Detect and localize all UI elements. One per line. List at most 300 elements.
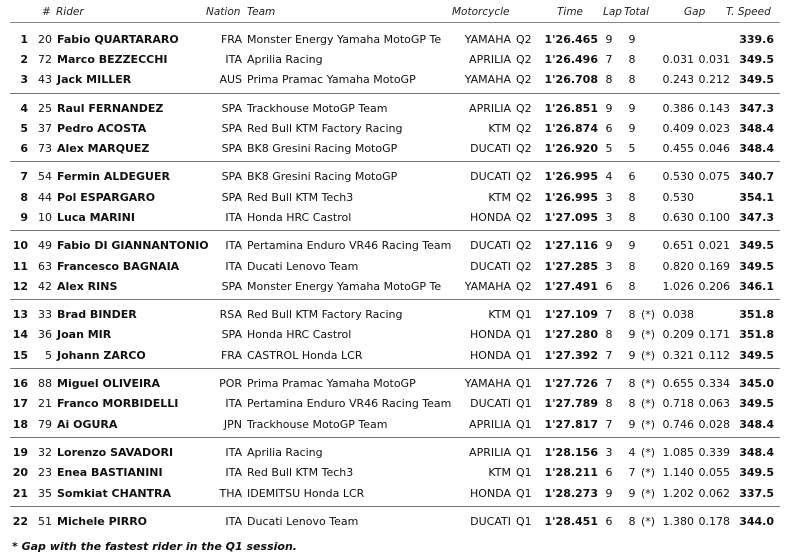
cell-session: Q2 [516,102,532,115]
cell-gap1: 1.085 [662,446,694,459]
table-header [0,6,800,22]
cell-time: 1'27.280 [544,328,598,341]
header-team: Team [247,6,276,18]
group-divider [10,437,780,438]
cell-nation: ITA [225,397,242,410]
cell-nation: ITA [225,515,242,528]
cell-gap1: 0.630 [662,211,694,224]
cell-total: 8 [628,73,636,86]
table-row [0,119,800,138]
cell-num: 63 [38,260,52,273]
cell-star: (*) [641,308,656,321]
table-row [0,99,800,118]
cell-speed: 349.5 [739,260,774,273]
cell-moto: YAMAHA [464,73,511,86]
cell-nation: ITA [225,260,242,273]
cell-gap1: 0.455 [662,142,694,155]
cell-team: BK8 Gresini Racing MotoGP [247,170,398,183]
cell-lap: 6 [605,280,613,293]
table-row [0,325,800,344]
cell-pos: 8 [20,191,28,204]
cell-nation: JPN [223,418,242,431]
cell-lap: 8 [605,73,613,86]
cell-total: 7 [628,466,636,479]
table-row [0,443,800,462]
cell-team: Honda HRC Castrol [247,328,352,341]
cell-moto: KTM [488,191,511,204]
cell-gap2: 0.143 [698,102,730,115]
cell-nation: THA [219,487,242,500]
cell-nation: ITA [225,446,242,459]
cell-total: 9 [628,349,636,362]
cell-time: 1'27.491 [544,280,598,293]
cell-gap2: 0.031 [698,53,730,66]
cell-total: 9 [628,239,636,252]
cell-gap1: 0.718 [662,397,694,410]
cell-speed: 339.6 [739,33,774,46]
cell-moto: HONDA [470,328,511,341]
table-row [0,167,800,186]
cell-total: 9 [628,102,636,115]
cell-gap2: 0.334 [698,377,730,390]
cell-star: (*) [641,397,656,410]
cell-nation: FRA [220,349,242,362]
cell-num: 36 [38,328,52,341]
cell-time: 1'28.273 [544,487,598,500]
cell-total: 8 [628,308,636,321]
cell-session: Q1 [516,487,532,500]
cell-lap: 3 [605,191,613,204]
table-row [0,512,800,531]
cell-speed: 348.4 [739,122,774,135]
cell-pos: 4 [20,102,28,115]
cell-moto: YAMAHA [464,280,511,293]
cell-moto: YAMAHA [464,377,511,390]
cell-speed: 348.4 [739,418,774,431]
cell-total: 9 [628,122,636,135]
cell-nation: ITA [225,466,242,479]
cell-gap2: 0.023 [698,122,730,135]
table-row [0,305,800,324]
cell-num: 44 [38,191,52,204]
header-nation: Nation [206,6,241,18]
table-row [0,394,800,413]
cell-pos: 21 [12,487,28,500]
group-divider [10,368,780,369]
table-row [0,70,800,89]
group-divider [10,93,780,94]
cell-team: Red Bull KTM Tech3 [247,466,354,479]
cell-team: Monster Energy Yamaha MotoGP Te [247,33,442,46]
cell-pos: 12 [12,280,28,293]
cell-total: 8 [628,515,636,528]
cell-rider: Lorenzo SAVADORI [57,446,174,459]
cell-gap1: 0.651 [662,239,694,252]
cell-rider: Alex RINS [57,280,118,293]
group-divider [10,161,780,162]
cell-total: 9 [628,33,636,46]
cell-moto: KTM [488,122,511,135]
header-rider: Rider [56,6,84,18]
cell-time: 1'27.726 [544,377,598,390]
cell-gap2: 0.112 [698,349,730,362]
cell-rider: Francesco BAGNAIA [57,260,180,273]
cell-rider: Miguel OLIVEIRA [57,377,161,390]
cell-moto: APRILIA [469,102,511,115]
cell-time: 1'27.095 [544,211,598,224]
cell-time: 1'27.789 [544,397,598,410]
cell-gap2: 0.075 [698,170,730,183]
cell-lap: 3 [605,446,613,459]
cell-moto: HONDA [470,211,511,224]
cell-gap2: 0.100 [698,211,730,224]
cell-num: 51 [38,515,52,528]
cell-pos: 20 [12,466,28,479]
cell-lap: 9 [605,239,613,252]
header-motorcycle: Motorcycle [452,6,510,18]
cell-pos: 11 [12,260,28,273]
cell-session: Q2 [516,191,532,204]
table-row [0,484,800,503]
cell-session: Q2 [516,280,532,293]
cell-moto: KTM [488,466,511,479]
cell-num: 32 [38,446,52,459]
cell-session: Q1 [516,377,532,390]
cell-pos: 7 [20,170,28,183]
cell-nation: ITA [225,53,242,66]
cell-session: Q2 [516,53,532,66]
cell-session: Q2 [516,122,532,135]
cell-gap1: 0.386 [662,102,694,115]
cell-num: 20 [38,33,52,46]
cell-lap: 7 [605,377,613,390]
cell-gap1: 0.409 [662,122,694,135]
cell-gap1: 0.031 [662,53,694,66]
cell-rider: Luca MARINI [57,211,135,224]
table-row [0,50,800,69]
cell-gap1: 0.209 [662,328,694,341]
cell-total: 4 [628,446,636,459]
cell-team: Honda HRC Castrol [247,211,352,224]
group-divider [10,230,780,231]
cell-session: Q1 [516,328,532,341]
cell-lap: 6 [605,122,613,135]
cell-star: (*) [641,466,656,479]
cell-team: Aprilia Racing [247,446,323,459]
cell-team: Monster Energy Yamaha MotoGP Te [247,280,442,293]
cell-pos: 15 [12,349,28,362]
table-row [0,415,800,434]
cell-rider: Raul FERNANDEZ [57,102,164,115]
cell-speed: 344.0 [739,515,774,528]
cell-time: 1'28.451 [544,515,598,528]
cell-star: (*) [641,328,656,341]
cell-speed: 347.3 [739,102,774,115]
cell-time: 1'26.920 [544,142,598,155]
cell-time: 1'27.817 [544,418,598,431]
table-row [0,346,800,365]
cell-star: (*) [641,446,656,459]
cell-gap2: 0.028 [698,418,730,431]
header-divider [10,22,780,23]
cell-num: 88 [38,377,52,390]
cell-nation: SPA [221,280,242,293]
cell-gap2: 0.178 [698,515,730,528]
cell-speed: 354.1 [739,191,774,204]
cell-total: 9 [628,487,636,500]
cell-rider: Pol ESPARGARO [57,191,156,204]
cell-session: Q2 [516,142,532,155]
cell-nation: RSA [219,308,242,321]
cell-lap: 8 [605,397,613,410]
cell-nation: AUS [219,73,242,86]
cell-num: 35 [38,487,52,500]
cell-total: 8 [628,377,636,390]
cell-num: 54 [38,170,52,183]
cell-time: 1'26.995 [544,170,598,183]
table-row [0,30,800,49]
cell-star: (*) [641,515,656,528]
cell-lap: 7 [605,53,613,66]
cell-lap: 5 [605,142,613,155]
cell-time: 1'26.995 [544,191,598,204]
cell-team: CASTROL Honda LCR [247,349,363,362]
cell-num: 23 [38,466,52,479]
cell-team: Ducati Lenovo Team [247,260,359,273]
table-row [0,188,800,207]
group-divider [10,299,780,300]
cell-rider: Fabio DI GIANNANTONIO [57,239,209,252]
cell-star: (*) [641,487,656,500]
cell-time: 1'27.392 [544,349,598,362]
cell-total: 8 [628,280,636,293]
cell-time: 1'26.496 [544,53,598,66]
cell-rider: Michele PIRRO [57,515,148,528]
cell-speed: 345.0 [739,377,774,390]
cell-moto: APRILIA [469,418,511,431]
cell-pos: 22 [12,515,28,528]
cell-gap1: 0.243 [662,73,694,86]
cell-team: Prima Pramac Yamaha MotoGP [247,377,416,390]
table-row [0,208,800,227]
cell-num: 5 [45,349,52,362]
cell-gap1: 0.746 [662,418,694,431]
cell-lap: 7 [605,418,613,431]
cell-total: 9 [628,328,636,341]
cell-nation: SPA [221,328,242,341]
cell-session: Q1 [516,308,532,321]
cell-gap1: 0.321 [662,349,694,362]
cell-speed: 349.5 [739,239,774,252]
cell-num: 43 [38,73,52,86]
cell-gap2: 0.169 [698,260,730,273]
cell-moto: YAMAHA [464,33,511,46]
cell-total: 8 [628,211,636,224]
cell-session: Q2 [516,239,532,252]
cell-team: Pertamina Enduro VR46 Racing Team [247,239,452,252]
cell-speed: 351.8 [739,328,774,341]
cell-time: 1'26.465 [544,33,598,46]
cell-nation: ITA [225,239,242,252]
cell-star: (*) [641,377,656,390]
cell-pos: 5 [20,122,28,135]
cell-pos: 17 [12,397,28,410]
cell-time: 1'27.109 [544,308,598,321]
table-row [0,236,800,255]
table-row [0,277,800,296]
cell-gap1: 0.038 [662,308,694,321]
cell-pos: 3 [20,73,28,86]
cell-speed: 349.5 [739,349,774,362]
cell-pos: 9 [20,211,28,224]
cell-speed: 351.8 [739,308,774,321]
cell-gap2: 0.062 [698,487,730,500]
cell-lap: 3 [605,211,613,224]
cell-nation: SPA [221,170,242,183]
cell-total: 8 [628,191,636,204]
cell-time: 1'27.116 [544,239,598,252]
cell-moto: DUCATI [470,142,511,155]
cell-nation: SPA [221,122,242,135]
cell-total: 8 [628,53,636,66]
cell-speed: 349.5 [739,73,774,86]
cell-gap1: 1.202 [662,487,694,500]
cell-pos: 14 [12,328,28,341]
cell-num: 10 [38,211,52,224]
cell-session: Q1 [516,418,532,431]
cell-gap1: 0.530 [662,191,694,204]
table-row [0,463,800,482]
cell-moto: DUCATI [470,239,511,252]
cell-speed: 348.4 [739,446,774,459]
cell-nation: POR [219,377,242,390]
cell-team: Aprilia Racing [247,53,323,66]
cell-star: (*) [641,349,656,362]
table-row [0,139,800,158]
header-time: Time [557,6,584,18]
cell-rider: Joan MIR [57,328,112,341]
cell-moto: DUCATI [470,397,511,410]
cell-rider: Brad BINDER [57,308,137,321]
cell-moto: DUCATI [470,170,511,183]
cell-time: 1'27.285 [544,260,598,273]
cell-speed: 347.3 [739,211,774,224]
table-row [0,257,800,276]
cell-gap2: 0.063 [698,397,730,410]
header-speed: T. Speed [726,6,771,18]
cell-pos: 13 [12,308,28,321]
cell-total: 8 [628,397,636,410]
cell-gap2: 0.212 [698,73,730,86]
cell-pos: 16 [12,377,28,390]
cell-team: BK8 Gresini Racing MotoGP [247,142,398,155]
cell-team: Ducati Lenovo Team [247,515,359,528]
cell-pos: 6 [20,142,28,155]
cell-pos: 18 [12,418,28,431]
cell-rider: Ai OGURA [57,418,118,431]
cell-gap1: 0.820 [662,260,694,273]
cell-nation: SPA [221,142,242,155]
cell-nation: SPA [221,102,242,115]
cell-pos: 10 [12,239,28,252]
cell-team: Red Bull KTM Factory Racing [247,308,403,321]
cell-lap: 4 [605,170,613,183]
cell-team: Trackhouse MotoGP Team [247,418,388,431]
cell-lap: 7 [605,308,613,321]
cell-total: 5 [628,142,636,155]
cell-star: (*) [641,418,656,431]
cell-speed: 349.5 [739,466,774,479]
cell-total: 9 [628,418,636,431]
cell-gap2: 0.171 [698,328,730,341]
cell-session: Q1 [516,349,532,362]
cell-moto: KTM [488,308,511,321]
cell-rider: Franco MORBIDELLI [57,397,179,410]
cell-rider: Pedro ACOSTA [57,122,147,135]
cell-rider: Somkiat CHANTRA [57,487,172,500]
cell-gap1: 0.655 [662,377,694,390]
cell-team: Prima Pramac Yamaha MotoGP [247,73,416,86]
cell-time: 1'26.708 [544,73,598,86]
cell-time: 1'26.851 [544,102,598,115]
cell-num: 72 [38,53,52,66]
cell-lap: 3 [605,260,613,273]
cell-lap: 6 [605,515,613,528]
cell-num: 73 [38,142,52,155]
footnote: * Gap with the fastest rider in the Q1 session. [12,540,297,553]
cell-rider: Enea BASTIANINI [57,466,163,479]
cell-nation: ITA [225,211,242,224]
header-lap: Lap [603,6,622,18]
cell-team: Red Bull KTM Tech3 [247,191,354,204]
header-num: # [42,6,51,18]
cell-team: IDEMITSU Honda LCR [247,487,365,500]
cell-gap2: 0.206 [698,280,730,293]
cell-session: Q2 [516,211,532,224]
cell-num: 79 [38,418,52,431]
cell-team: Pertamina Enduro VR46 Racing Team [247,397,452,410]
cell-num: 37 [38,122,52,135]
cell-pos: 2 [20,53,28,66]
cell-rider: Johann ZARCO [57,349,146,362]
cell-gap1: 1.140 [662,466,694,479]
cell-speed: 349.5 [739,53,774,66]
header-gap: Gap [684,6,706,18]
header-total: Total [624,6,650,18]
cell-speed: 337.5 [739,487,774,500]
cell-speed: 340.7 [739,170,774,183]
cell-rider: Fermin ALDEGUER [57,170,170,183]
cell-time: 1'26.874 [544,122,598,135]
cell-session: Q2 [516,260,532,273]
cell-gap2: 0.021 [698,239,730,252]
cell-moto: APRILIA [469,446,511,459]
cell-moto: HONDA [470,349,511,362]
cell-speed: 349.5 [739,397,774,410]
cell-gap1: 1.380 [662,515,694,528]
cell-rider: Alex MARQUEZ [57,142,150,155]
cell-session: Q2 [516,33,532,46]
table-row [0,374,800,393]
cell-lap: 9 [605,487,613,500]
cell-lap: 6 [605,466,613,479]
cell-session: Q1 [516,515,532,528]
cell-team: Trackhouse MotoGP Team [247,102,388,115]
cell-session: Q2 [516,170,532,183]
cell-nation: SPA [221,191,242,204]
cell-lap: 9 [605,33,613,46]
cell-session: Q1 [516,397,532,410]
